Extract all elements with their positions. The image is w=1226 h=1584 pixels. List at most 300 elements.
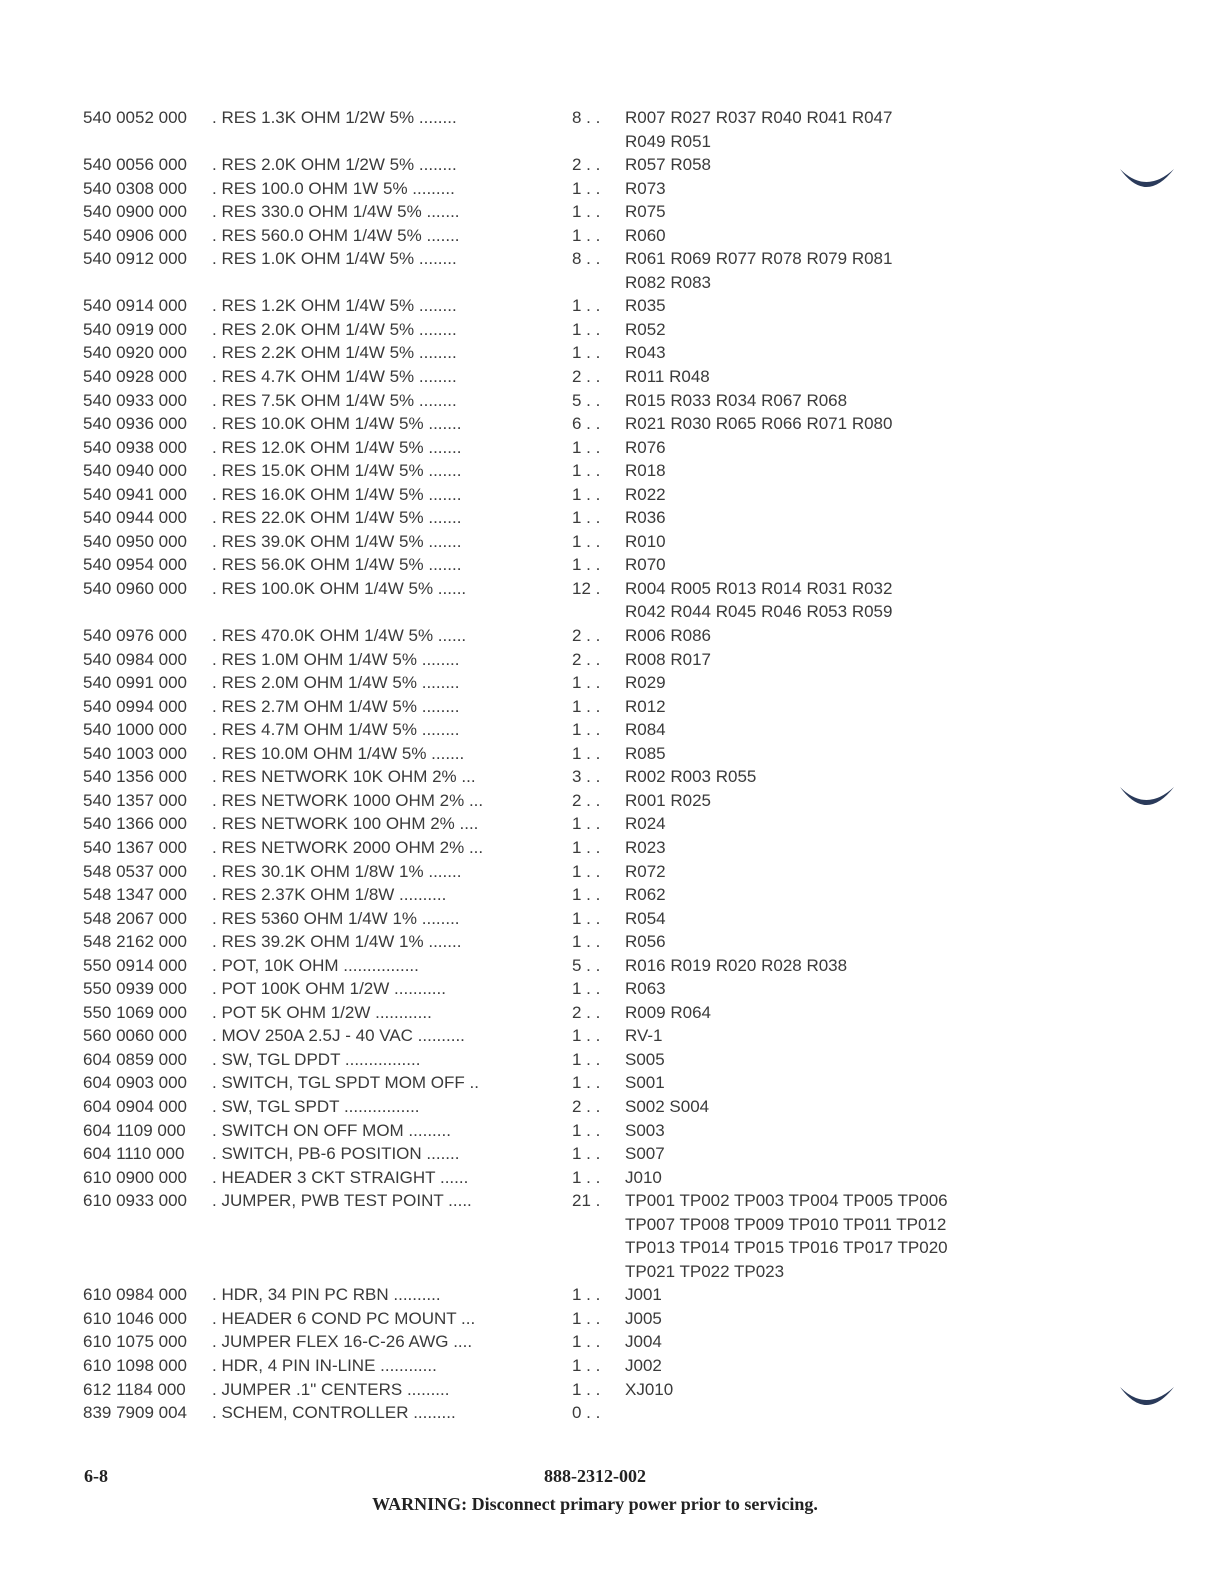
reference-line: R085 bbox=[625, 743, 666, 763]
reference-line: R075 bbox=[625, 202, 666, 222]
part-description: . JUMPER, PWB TEST POINT ..... bbox=[212, 1191, 472, 1211]
part-row bbox=[83, 177, 983, 201]
reference-designators bbox=[625, 648, 711, 672]
reference-designators bbox=[625, 1048, 665, 1072]
part-quantity: 1 . . bbox=[572, 461, 601, 481]
part-number: 604 0859 000 bbox=[83, 1049, 187, 1069]
reference-designators bbox=[625, 436, 666, 460]
page-number: 6-8 bbox=[84, 1466, 108, 1486]
part-number: 604 0903 000 bbox=[83, 1073, 187, 1093]
part-quantity: 1 . . bbox=[572, 908, 601, 928]
part-row bbox=[83, 1166, 983, 1190]
reference-designators bbox=[625, 530, 666, 554]
part-number: 540 0938 000 bbox=[83, 437, 187, 457]
part-row bbox=[83, 318, 983, 342]
part-number: 540 0954 000 bbox=[83, 555, 187, 575]
part-number: 540 0950 000 bbox=[83, 531, 187, 551]
reference-line: R073 bbox=[625, 178, 666, 198]
reference-designators bbox=[625, 1330, 662, 1354]
reference-designators bbox=[625, 1307, 662, 1331]
part-number: 540 0936 000 bbox=[83, 414, 187, 434]
part-number: 540 0906 000 bbox=[83, 225, 187, 245]
part-description: . RES 56.0K OHM 1/4W 5% ....... bbox=[212, 555, 462, 575]
part-number: 550 0939 000 bbox=[83, 979, 187, 999]
part-description: . HDR, 34 PIN PC RBN .......... bbox=[212, 1285, 441, 1305]
part-quantity: 2 . . bbox=[572, 626, 601, 646]
part-row bbox=[83, 930, 983, 954]
part-description: . HDR, 4 PIN IN-LINE ............ bbox=[212, 1355, 437, 1375]
part-description: . RES 1.0K OHM 1/4W 5% ........ bbox=[212, 249, 457, 269]
part-number: 610 1098 000 bbox=[83, 1355, 187, 1375]
part-quantity: 0 . . bbox=[572, 1403, 601, 1423]
reference-designators bbox=[625, 389, 847, 413]
part-description: . RES 1.0M OHM 1/4W 5% ........ bbox=[212, 649, 460, 669]
reference-designators bbox=[625, 1354, 662, 1378]
part-description: . RES 30.1K OHM 1/8W 1% ....... bbox=[212, 861, 462, 881]
part-row bbox=[83, 530, 983, 554]
reference-line: S001 bbox=[625, 1073, 665, 1093]
reference-line: R057 R058 bbox=[625, 155, 712, 175]
part-number: 610 1046 000 bbox=[83, 1308, 187, 1328]
part-row bbox=[83, 483, 983, 507]
reference-line: R024 bbox=[625, 814, 666, 834]
reference-designators bbox=[625, 860, 666, 884]
reference-designators bbox=[625, 695, 666, 719]
reference-line: J002 bbox=[625, 1355, 662, 1375]
part-number: 540 1357 000 bbox=[83, 790, 187, 810]
reference-designators bbox=[625, 294, 666, 318]
reference-designators bbox=[625, 954, 847, 978]
reference-line: R082 R083 bbox=[625, 272, 712, 292]
reference-designators bbox=[625, 671, 666, 695]
part-quantity: 1 . . bbox=[572, 508, 601, 528]
reference-designators bbox=[625, 553, 666, 577]
part-quantity: 1 . . bbox=[572, 1332, 601, 1352]
part-row bbox=[83, 1095, 983, 1119]
part-quantity: 2 . . bbox=[572, 367, 601, 387]
part-description: . RES 12.0K OHM 1/4W 5% ....... bbox=[212, 437, 462, 457]
part-description: . SWITCH ON OFF MOM ......... bbox=[212, 1120, 451, 1140]
part-row bbox=[83, 883, 983, 907]
part-description: . RES 2.0M OHM 1/4W 5% ........ bbox=[212, 673, 460, 693]
reference-designators bbox=[625, 224, 666, 248]
part-row bbox=[83, 1401, 983, 1425]
part-quantity: 1 . . bbox=[572, 720, 601, 740]
part-description: . RES 1.3K OHM 1/2W 5% ........ bbox=[212, 108, 457, 127]
reference-designators bbox=[625, 200, 666, 224]
binder-hole-icon bbox=[1118, 165, 1176, 195]
part-number: 612 1184 000 bbox=[83, 1379, 186, 1399]
reference-designators bbox=[625, 1378, 673, 1402]
part-description: . RES 10.0M OHM 1/4W 5% ....... bbox=[212, 743, 465, 763]
part-description: . RES NETWORK 10K OHM 2% ... bbox=[212, 767, 476, 787]
part-description: . RES 15.0K OHM 1/4W 5% ....... bbox=[212, 461, 462, 481]
reference-line: R043 bbox=[625, 343, 666, 363]
reference-line: R021 R030 R065 R066 R071 R080 bbox=[625, 414, 893, 434]
part-quantity: 1 . . bbox=[572, 531, 601, 551]
reference-line: R072 bbox=[625, 861, 666, 881]
part-quantity: 8 . . bbox=[572, 108, 601, 127]
part-number: 540 0920 000 bbox=[83, 343, 187, 363]
part-row bbox=[83, 718, 983, 742]
part-row bbox=[83, 224, 983, 248]
part-number: 540 0914 000 bbox=[83, 296, 187, 316]
reference-designators bbox=[625, 883, 666, 907]
part-number: 540 1356 000 bbox=[83, 767, 187, 787]
part-row bbox=[83, 1189, 983, 1283]
part-row bbox=[83, 365, 983, 389]
part-row bbox=[83, 812, 983, 836]
part-quantity: 1 . . bbox=[572, 743, 601, 763]
reference-designators bbox=[625, 1001, 711, 1025]
reference-designators bbox=[625, 1024, 663, 1048]
part-quantity: 8 . . bbox=[572, 249, 601, 269]
reference-line: J004 bbox=[625, 1332, 662, 1352]
reference-line: R016 R019 R020 R028 R038 bbox=[625, 955, 848, 975]
part-description: . JUMPER .1" CENTERS ......... bbox=[212, 1379, 450, 1399]
part-number: 550 1069 000 bbox=[83, 1002, 187, 1022]
reference-designators bbox=[625, 789, 711, 813]
part-row bbox=[83, 200, 983, 224]
reference-line: R004 R005 R013 R014 R031 R032 bbox=[625, 578, 893, 598]
part-number: 548 2067 000 bbox=[83, 908, 187, 928]
part-description: . RES 4.7K OHM 1/4W 5% ........ bbox=[212, 367, 457, 387]
reference-line: R084 bbox=[625, 720, 666, 740]
part-quantity: 2 . . bbox=[572, 790, 601, 810]
part-number: 610 0900 000 bbox=[83, 1167, 187, 1187]
reference-line: TP013 TP014 TP015 TP016 TP017 TP020 bbox=[625, 1238, 948, 1258]
part-quantity: 1 . . bbox=[572, 837, 601, 857]
reference-line: R007 R027 R037 R040 R041 R047 bbox=[625, 108, 893, 127]
part-number: 540 0928 000 bbox=[83, 367, 187, 387]
part-number: 540 0052 000 bbox=[83, 108, 187, 127]
part-description: . RES 2.2K OHM 1/4W 5% ........ bbox=[212, 343, 457, 363]
part-row bbox=[83, 459, 983, 483]
part-quantity: 1 . . bbox=[572, 1285, 601, 1305]
part-number: 604 0904 000 bbox=[83, 1096, 187, 1116]
part-quantity: 3 . . bbox=[572, 767, 601, 787]
document-number: 888-2312-002 bbox=[544, 1466, 646, 1486]
reference-line: R006 R086 bbox=[625, 626, 712, 646]
part-number: 540 0900 000 bbox=[83, 202, 187, 222]
reference-designators bbox=[625, 836, 666, 860]
reference-designators bbox=[625, 1189, 948, 1283]
part-row bbox=[83, 553, 983, 577]
part-number: 540 0941 000 bbox=[83, 484, 187, 504]
reference-line: R036 bbox=[625, 508, 666, 528]
reference-line: R029 bbox=[625, 673, 666, 693]
part-description: . SW, TGL DPDT ................ bbox=[212, 1049, 421, 1069]
part-row bbox=[83, 1307, 983, 1331]
reference-line: R070 bbox=[625, 555, 666, 575]
reference-line: R035 bbox=[625, 296, 666, 316]
reference-designators bbox=[625, 1283, 662, 1307]
part-description: . RES 470.0K OHM 1/4W 5% ...... bbox=[212, 626, 467, 646]
part-quantity: 1 . . bbox=[572, 319, 601, 339]
part-row bbox=[83, 153, 983, 177]
reference-line: J010 bbox=[625, 1167, 662, 1187]
part-description: . RES 2.7M OHM 1/4W 5% ........ bbox=[212, 696, 460, 716]
part-number: 540 1367 000 bbox=[83, 837, 187, 857]
part-quantity: 1 . . bbox=[572, 225, 601, 245]
part-quantity: 1 . . bbox=[572, 178, 601, 198]
reference-line: R022 bbox=[625, 484, 666, 504]
reference-designators bbox=[625, 718, 666, 742]
part-number: 548 1347 000 bbox=[83, 885, 187, 905]
part-quantity: 1 . . bbox=[572, 296, 601, 316]
part-quantity: 2 . . bbox=[572, 1096, 601, 1116]
part-quantity: 2 . . bbox=[572, 1002, 601, 1022]
part-row bbox=[83, 1119, 983, 1143]
part-quantity: 1 . . bbox=[572, 1308, 601, 1328]
reference-line: R011 R048 bbox=[625, 367, 710, 387]
part-row bbox=[83, 742, 983, 766]
reference-line: R010 bbox=[625, 531, 666, 551]
reference-designators bbox=[625, 765, 756, 789]
reference-line: R008 R017 bbox=[625, 649, 712, 669]
part-number: 540 1003 000 bbox=[83, 743, 187, 763]
reference-designators bbox=[625, 177, 666, 201]
part-description: . RES NETWORK 100 OHM 2% .... bbox=[212, 814, 479, 834]
reference-line: R015 R033 R034 R067 R068 bbox=[625, 390, 848, 410]
reference-designators bbox=[625, 624, 711, 648]
part-row bbox=[83, 624, 983, 648]
part-number: 540 0960 000 bbox=[83, 578, 187, 598]
part-description: . POT 100K OHM 1/2W ........... bbox=[212, 979, 446, 999]
reference-line: R009 R064 bbox=[625, 1002, 712, 1022]
part-number: 560 0060 000 bbox=[83, 1026, 187, 1046]
binder-hole-icon bbox=[1118, 1383, 1176, 1413]
reference-line: R056 bbox=[625, 932, 666, 952]
reference-line: J001 bbox=[625, 1285, 662, 1305]
parts-list bbox=[83, 106, 983, 1425]
reference-designators bbox=[625, 412, 892, 436]
part-number: 540 0933 000 bbox=[83, 390, 187, 410]
part-description: . RES 39.0K OHM 1/4W 5% ....... bbox=[212, 531, 462, 551]
reference-designators bbox=[625, 812, 666, 836]
part-description: . SCHEM, CONTROLLER ......... bbox=[212, 1403, 456, 1423]
part-quantity: 1 . . bbox=[572, 1379, 601, 1399]
part-row bbox=[83, 106, 983, 153]
part-description: . RES NETWORK 1000 OHM 2% ... bbox=[212, 790, 484, 810]
part-number: 540 0944 000 bbox=[83, 508, 187, 528]
part-quantity: 5 . . bbox=[572, 390, 601, 410]
reference-line: R076 bbox=[625, 437, 666, 457]
reference-designators bbox=[625, 1095, 709, 1119]
part-row bbox=[83, 1048, 983, 1072]
reference-line: R049 R051 bbox=[625, 131, 712, 151]
reference-designators bbox=[625, 1071, 665, 1095]
part-quantity: 1 . . bbox=[572, 343, 601, 363]
reference-designators bbox=[625, 153, 711, 177]
reference-designators bbox=[625, 106, 892, 153]
part-number: 540 0976 000 bbox=[83, 626, 187, 646]
part-row bbox=[83, 860, 983, 884]
part-row bbox=[83, 695, 983, 719]
part-number: 610 1075 000 bbox=[83, 1332, 187, 1352]
reference-line: R042 R044 R045 R046 R053 R059 bbox=[625, 602, 893, 622]
reference-designators bbox=[625, 977, 666, 1001]
part-row bbox=[83, 341, 983, 365]
part-quantity: 1 . . bbox=[572, 202, 601, 222]
part-number: 604 1110 000 bbox=[83, 1144, 185, 1164]
part-quantity: 5 . . bbox=[572, 955, 601, 975]
part-description: . MOV 250A 2.5J - 40 VAC .......... bbox=[212, 1026, 465, 1046]
part-number: 540 0991 000 bbox=[83, 673, 187, 693]
part-number: 548 0537 000 bbox=[83, 861, 187, 881]
part-number: 610 0933 000 bbox=[83, 1191, 187, 1211]
part-row bbox=[83, 789, 983, 813]
part-quantity: 1 . . bbox=[572, 932, 601, 952]
reference-designators bbox=[625, 1166, 662, 1190]
part-row bbox=[83, 1283, 983, 1307]
reference-line: R063 bbox=[625, 979, 666, 999]
part-quantity: 1 . . bbox=[572, 979, 601, 999]
reference-designators bbox=[625, 930, 666, 954]
reference-line: R002 R003 R055 bbox=[625, 767, 757, 787]
reference-line: R012 bbox=[625, 696, 666, 716]
part-quantity: 1 . . bbox=[572, 1167, 601, 1187]
reference-designators bbox=[625, 459, 666, 483]
part-row bbox=[83, 671, 983, 695]
part-description: . SWITCH, TGL SPDT MOM OFF .. bbox=[212, 1073, 479, 1093]
part-number: 540 0056 000 bbox=[83, 155, 187, 175]
reference-designators bbox=[625, 341, 666, 365]
part-row bbox=[83, 247, 983, 294]
part-description: . RES 2.37K OHM 1/8W .......... bbox=[212, 885, 447, 905]
part-quantity: 2 . . bbox=[572, 155, 601, 175]
part-description: . RES 7.5K OHM 1/4W 5% ........ bbox=[212, 390, 457, 410]
part-quantity: 1 . . bbox=[572, 1026, 601, 1046]
part-number: 604 1109 000 bbox=[83, 1120, 186, 1140]
reference-line: R054 bbox=[625, 908, 666, 928]
part-description: . RES 330.0 OHM 1/4W 5% ....... bbox=[212, 202, 460, 222]
part-quantity: 12 . bbox=[572, 578, 601, 598]
part-row bbox=[83, 648, 983, 672]
part-quantity: 1 . . bbox=[572, 1120, 601, 1140]
reference-designators bbox=[625, 742, 666, 766]
part-quantity: 1 . . bbox=[572, 696, 601, 716]
part-quantity: 1 . . bbox=[572, 885, 601, 905]
part-quantity: 2 . . bbox=[572, 649, 601, 669]
part-row bbox=[83, 954, 983, 978]
part-row bbox=[83, 506, 983, 530]
reference-line: R001 R025 bbox=[625, 790, 712, 810]
part-description: . RES 22.0K OHM 1/4W 5% ....... bbox=[212, 508, 462, 528]
part-number: 540 0919 000 bbox=[83, 319, 187, 339]
part-row bbox=[83, 1330, 983, 1354]
part-number: 550 0914 000 bbox=[83, 955, 187, 975]
part-description: . SW, TGL SPDT ................ bbox=[212, 1096, 420, 1116]
reference-designators bbox=[625, 907, 666, 931]
part-quantity: 21 . bbox=[572, 1191, 601, 1211]
part-row bbox=[83, 907, 983, 931]
reference-line: R023 bbox=[625, 837, 666, 857]
reference-line: TP001 TP002 TP003 TP004 TP005 TP006 bbox=[625, 1191, 948, 1211]
part-row bbox=[83, 389, 983, 413]
part-quantity: 1 . . bbox=[572, 555, 601, 575]
part-row bbox=[83, 765, 983, 789]
part-description: . POT, 10K OHM ................ bbox=[212, 955, 419, 975]
part-quantity: 1 . . bbox=[572, 814, 601, 834]
part-number: 540 0308 000 bbox=[83, 178, 187, 198]
reference-line: XJ010 bbox=[625, 1379, 674, 1399]
part-quantity: 1 . . bbox=[572, 673, 601, 693]
part-description: . SWITCH, PB-6 POSITION ....... bbox=[212, 1144, 460, 1164]
part-description: . RES NETWORK 2000 OHM 2% ... bbox=[212, 837, 484, 857]
reference-line: R062 bbox=[625, 885, 666, 905]
reference-line: RV-1 bbox=[625, 1026, 663, 1046]
reference-designators bbox=[625, 577, 892, 624]
binder-hole-icon bbox=[1118, 783, 1176, 813]
part-description: . RES 1.2K OHM 1/4W 5% ........ bbox=[212, 296, 457, 316]
reference-designators bbox=[625, 1142, 665, 1166]
part-row bbox=[83, 436, 983, 460]
reference-line: S003 bbox=[625, 1120, 665, 1140]
reference-line: S005 bbox=[625, 1049, 665, 1069]
part-number: 548 2162 000 bbox=[83, 932, 187, 952]
part-quantity: 1 . . bbox=[572, 861, 601, 881]
reference-line: J005 bbox=[625, 1308, 662, 1328]
part-quantity: 1 . . bbox=[572, 437, 601, 457]
part-description: . RES 16.0K OHM 1/4W 5% ....... bbox=[212, 484, 462, 504]
reference-designators bbox=[625, 1119, 665, 1143]
part-description: . RES 100.0 OHM 1W 5% ......... bbox=[212, 178, 455, 198]
part-quantity: 6 . . bbox=[572, 414, 601, 434]
part-number: 540 0912 000 bbox=[83, 249, 187, 269]
part-description: . RES 2.0K OHM 1/4W 5% ........ bbox=[212, 319, 457, 339]
part-row bbox=[83, 1354, 983, 1378]
reference-line: S002 S004 bbox=[625, 1096, 710, 1116]
reference-line: TP021 TP022 TP023 bbox=[625, 1261, 785, 1281]
reference-line: R052 bbox=[625, 319, 666, 339]
part-quantity: 1 . . bbox=[572, 1144, 601, 1164]
safety-warning: WARNING: Disconnect primary power prior to servicing. bbox=[372, 1494, 818, 1514]
part-quantity: 1 . . bbox=[572, 484, 601, 504]
reference-designators bbox=[625, 506, 666, 530]
part-row bbox=[83, 1378, 983, 1402]
reference-line: TP007 TP008 TP009 TP010 TP011 TP012 bbox=[625, 1214, 947, 1234]
part-number: 540 1366 000 bbox=[83, 814, 187, 834]
part-description: . RES 100.0K OHM 1/4W 5% ...... bbox=[212, 578, 467, 598]
part-description: . RES 39.2K OHM 1/4W 1% ....... bbox=[212, 932, 462, 952]
reference-line: S007 bbox=[625, 1144, 665, 1164]
reference-line: R018 bbox=[625, 461, 666, 481]
part-number: 540 1000 000 bbox=[83, 720, 187, 740]
part-row bbox=[83, 1071, 983, 1095]
reference-designators bbox=[625, 365, 710, 389]
part-row bbox=[83, 836, 983, 860]
part-row bbox=[83, 577, 983, 624]
part-quantity: 1 . . bbox=[572, 1355, 601, 1375]
part-number: 540 0994 000 bbox=[83, 696, 187, 716]
part-number: 839 7909 004 bbox=[83, 1403, 187, 1423]
part-description: . RES 5360 OHM 1/4W 1% ........ bbox=[212, 908, 460, 928]
reference-designators bbox=[625, 483, 666, 507]
reference-designators bbox=[625, 318, 666, 342]
part-description: . HEADER 6 COND PC MOUNT ... bbox=[212, 1308, 476, 1328]
part-row bbox=[83, 977, 983, 1001]
part-number: 540 0984 000 bbox=[83, 649, 187, 669]
part-description: . RES 4.7M OHM 1/4W 5% ........ bbox=[212, 720, 460, 740]
part-number: 540 0940 000 bbox=[83, 461, 187, 481]
part-quantity: 1 . . bbox=[572, 1049, 601, 1069]
part-description: . JUMPER FLEX 16-C-26 AWG .... bbox=[212, 1332, 473, 1352]
part-description: . HEADER 3 CKT STRAIGHT ...... bbox=[212, 1167, 469, 1187]
part-quantity: 1 . . bbox=[572, 1073, 601, 1093]
reference-line: R061 R069 R077 R078 R079 R081 bbox=[625, 249, 893, 269]
reference-designators bbox=[625, 247, 892, 294]
